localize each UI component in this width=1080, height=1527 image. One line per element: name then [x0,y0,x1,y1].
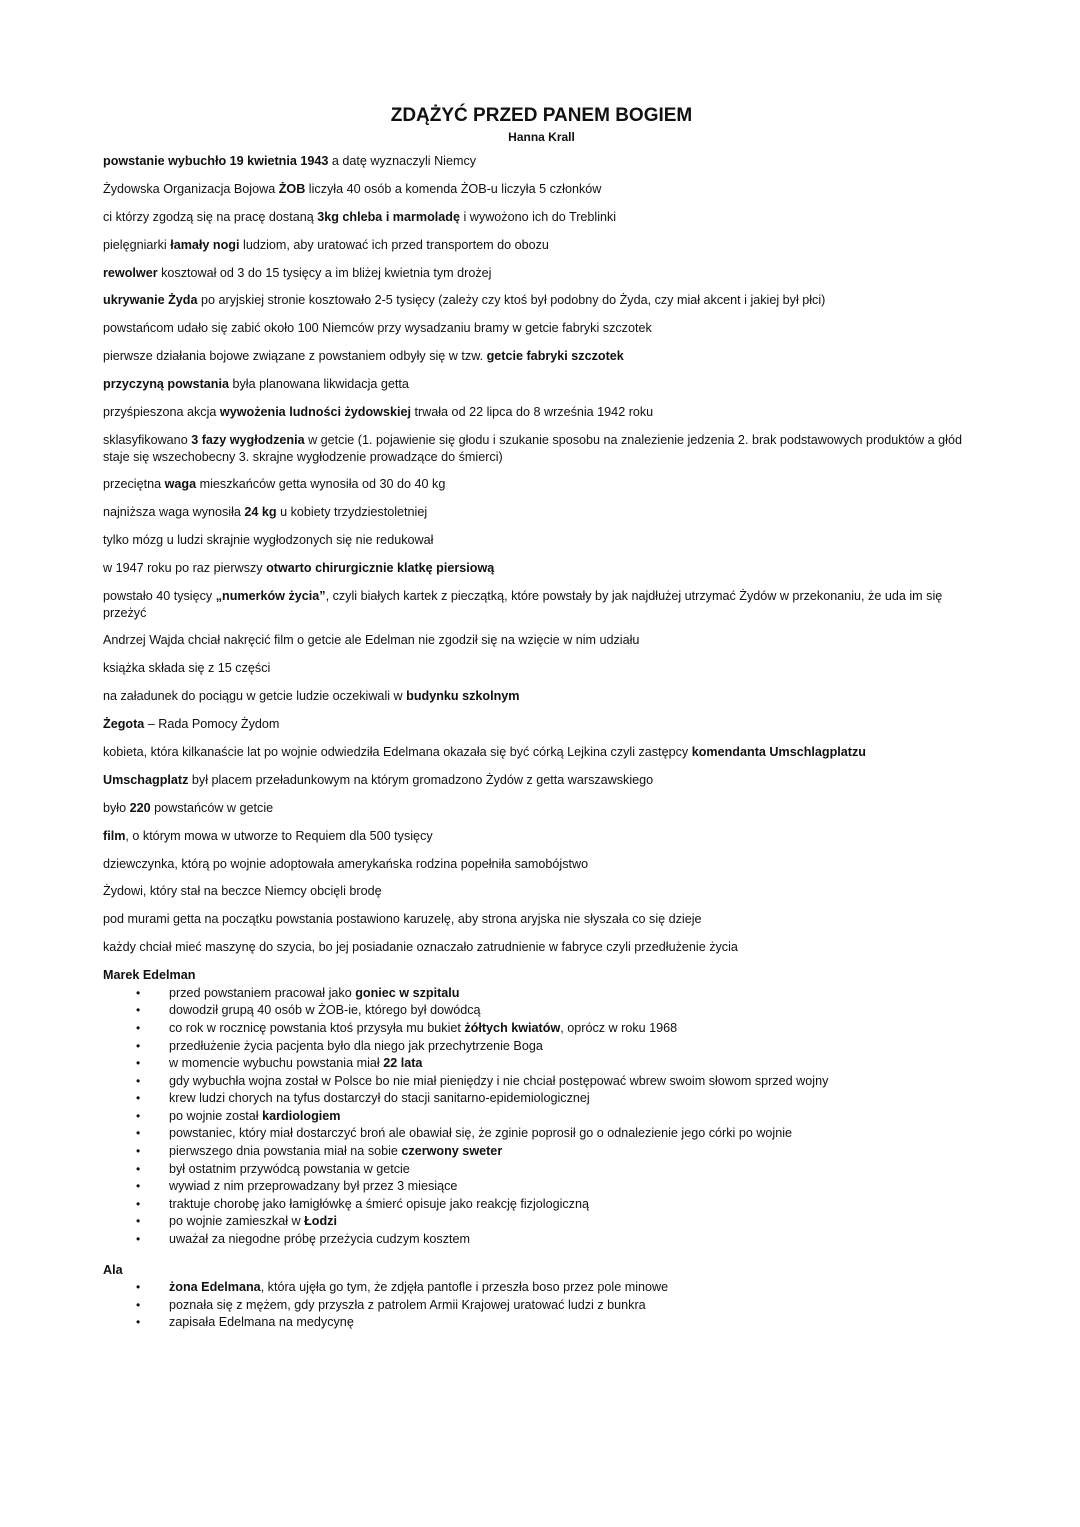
bold-text: ŻOB [278,181,306,196]
bullet-item [103,1002,980,1020]
fact-line [103,911,980,928]
fact-line [103,476,980,493]
bold-text: 3 fazy wygłodzenia [191,432,305,447]
text-run: gdy wybuchła wojna został w Polsce bo nie miał pieniędzy i nie chciał postępować wbrew swoim słowom sprzed wojny [169,1073,829,1088]
section [103,967,980,1249]
fact-line [103,348,980,365]
bullet-item [103,1038,980,1056]
bullet-item [103,1020,980,1038]
text-run: na załadunek do pociągu w getcie ludzie oczekiwali w [103,689,407,704]
sections-container [103,967,980,1332]
bold-text: budynku szkolnym [406,689,520,704]
bullet-item [103,1055,980,1073]
fact-line [103,432,980,465]
fact-line [103,560,980,577]
text-run: Andrzej Wajda chciał nakręcić film o getcie ale Edelman nie zgodził się na wzięcie w nim udziału [103,633,640,648]
bullet-item [103,1143,980,1161]
fact-line [103,320,980,337]
fact-line [103,828,980,845]
bullet-item [103,1178,980,1196]
bold-text: film [103,828,126,843]
bullet-item [103,1213,980,1231]
bold-text: Umschagplatz [103,772,189,787]
fact-line [103,237,980,254]
text-run: traktuje chorobę jako łamigłówkę a śmierć opisuje jako reakcję fizjologiczną [169,1196,589,1211]
bold-text: Łodzi [304,1214,337,1229]
text-run: po wojnie został [169,1108,263,1123]
text-run: pod murami getta na początku powstania postawiono karuzelę, aby strona aryjska nie słyszała co się dzieje [103,912,702,927]
text-run: , o którym mowa w utworze to Requiem dla 500 tysięcy [125,828,433,843]
fact-line [103,504,980,521]
section-title: Ala [103,1262,123,1277]
text-run: w momencie wybuchu powstania miał [169,1056,384,1071]
bullet-item [103,1090,980,1108]
fact-line [103,265,980,282]
text-run: przed powstaniem pracował jako [169,985,356,1000]
bold-text: „numerków życia” [215,588,326,603]
text-run: przyśpieszona akcja [103,405,220,420]
bullet-list [103,985,980,1249]
text-run: liczyła 40 osób a komenda ŻOB-u liczyła 5 członków [305,181,602,196]
bullet-list [103,1279,980,1332]
text-run: , która ujęła go tym, że zdjęła pantofle i przeszła boso przez pole minowe [260,1280,669,1295]
fact-line [103,532,980,549]
text-run: w getcie (1. pojawienie się głodu i szukanie sposobu na znalezienie jedzenia 2. brak podstawowych produktów a głód staje się wszechobecny 3. skrajne wygłodzenie prowadzące do śmierci) [103,432,962,464]
text-run: przeciętna [103,477,165,492]
text-run: był ostatnim przywódcą powstania w getcie [169,1161,410,1176]
text-run: po wojnie zamieszkał w [169,1214,305,1229]
text-run: , czyli białych kartek z pieczątką, które powstały by jak najdłużej utrzymać Żydów w przekonaniu, że uda im się przeżyć [103,588,943,620]
bullet-item [103,1161,980,1179]
section-title: Marek Edelman [103,968,196,983]
bold-text: getcie fabryki szczotek [486,349,624,364]
bold-text: przyczyną powstania [103,377,229,392]
text-run: pierwsze działania bojowe związane z powstaniem odbyły się w tzw. [103,349,487,364]
text-run: co rok w rocznicę powstania ktoś przysyła mu bukiet [169,1020,465,1035]
fact-line [103,153,980,170]
text-run: powstańcom udało się zabić około 100 Niemców przy wysadzaniu bramy w getcie fabryki szczotek [103,321,652,336]
document-author: Hanna Krall [508,130,575,144]
text-run: kobieta, która kilkanaście lat po wojnie odwiedziła Edelmana okazała się być córką Lejkina czyli zastępcy [103,745,692,759]
fact-line [103,856,980,873]
fact-line [103,800,980,817]
bold-text: Żegota [103,717,145,732]
bold-text: 220 [129,800,151,815]
text-run: mieszkańców getta wynosiła od 30 do 40 kg [196,477,446,492]
bullet-item [103,1279,980,1297]
text-run: dziewczynka, którą po wojnie adoptowała amerykańska rodzina popełniła samobójstwo [103,856,589,871]
bullet-item [103,985,980,1003]
fact-line [103,588,980,621]
text-run: sklasyfikowano [103,432,192,447]
facts-list [103,153,980,956]
section [103,1262,980,1332]
bullet-item [103,1297,980,1315]
bold-text: komendanta Umschlagplatzu [691,745,866,759]
bold-text: 22 lata [383,1056,423,1071]
fact-line [103,632,980,649]
fact-line [103,209,980,226]
text-run: po aryjskiej stronie kosztowało 2-5 tysięcy (zależy czy ktoś był podobny do Żyda, czy miał akcent i jakiej był płci) [197,293,826,308]
bold-text: kardiologiem [262,1108,341,1123]
fact-line [103,688,980,705]
bold-text: powstanie wybuchło 19 kwietnia 1943 [103,154,329,168]
text-run: kosztował od 3 do 15 tysięcy a im bliżej kwietnia tym drożej [157,265,492,280]
text-run: krew ludzi chorych na tyfus dostarczył do stacji sanitarno-epidemiologicznej [169,1091,590,1106]
text-run: było [103,800,130,815]
text-run: – Rada Pomocy Żydom [144,717,280,732]
fact-line [103,660,980,677]
text-run: powstaniec, który miał dostarczyć broń ale obawiał się, że zginie poprosił go o odnalezienie jego córki po wojnie [169,1126,793,1141]
text-run: Żydowi, który stał na beczce Niemcy obcięli brodę [103,884,382,899]
bold-text: 24 kg [244,505,277,520]
text-run: a datę wyznaczyli Niemcy [328,154,477,168]
text-run: dowodził grupą 40 osób w ŻOB-ie, którego był dowódcą [169,1003,481,1018]
bold-text: żona Edelmana [169,1280,261,1295]
bold-text: otwarto chirurgicznie klatkę piersiową [266,561,495,576]
text-run: książka składa się z 15 części [103,661,271,676]
bullet-item [103,1196,980,1214]
bold-text: rewolwer [103,265,158,280]
bullet-item [103,1073,980,1091]
bold-text: żółtych kwiatów [464,1020,561,1035]
text-run: i wywożono ich do Treblinki [460,209,617,224]
text-run: poznała się z mężem, gdy przyszła z patrolem Armii Krajowej uratować ludzi z bunkra [169,1297,646,1312]
fact-line [103,376,980,393]
text-run: uważał za niegodne próbę przeżycia cudzym kosztem [169,1232,471,1247]
text-run: pielęgniarki [103,237,171,252]
bullet-item [103,1314,980,1332]
text-run: była planowana likwidacja getta [228,377,409,392]
bold-text: goniec w szpitalu [355,985,460,1000]
text-run: przedłużenie życia pacjenta było dla niego jak przechytrzenie Boga [169,1038,543,1053]
text-run: tylko mózg u ludzi skrajnie wygłodzonych się nie redukował [103,533,434,548]
bold-text: wywożenia ludności żydowskiej [219,405,411,420]
bullet-item [103,1108,980,1126]
text-run: najniższa waga wynosiła [103,505,245,520]
bold-text: łamały nogi [170,237,240,252]
fact-line [103,181,980,198]
text-run: ludziom, aby uratować ich przed transportem do obozu [239,237,549,252]
text-run: był placem przeładunkowym na którym gromadzono Żydów z getta warszawskiego [188,772,654,787]
text-run: wywiad z nim przeprowadzany był przez 3 miesiące [169,1179,458,1194]
fact-line [103,404,980,421]
text-run: ci którzy zgodzą się na pracę dostaną [103,209,318,224]
text-run: zapisała Edelmana na medycynę [169,1315,354,1330]
fact-line [103,292,980,309]
text-run: powstało 40 tysięcy [103,588,216,603]
bullet-item [103,1125,980,1143]
bullet-item [103,1231,980,1249]
fact-line [103,716,980,733]
bold-text: czerwony sweter [401,1144,503,1159]
text-run: pierwszego dnia powstania miał na sobie [169,1144,402,1159]
text-run: trwała od 22 lipca do 8 września 1942 roku [410,405,654,420]
text-run: , oprócz w roku 1968 [560,1020,678,1035]
text-run: Żydowska Organizacja Bojowa [103,181,279,196]
fact-line [103,772,980,789]
bold-text: 3kg chleba i marmoladę [317,209,461,224]
fact-line [103,883,980,900]
fact-line [103,744,980,761]
bold-text: ukrywanie Żyda [103,293,198,308]
text-run: powstańców w getcie [150,800,274,815]
document-title: ZDĄŻYĆ PRZED PANEM BOGIEM [390,105,693,126]
bold-text: waga [164,477,197,492]
text-run: u kobiety trzydziestoletniej [276,505,428,520]
fact-line [103,939,980,956]
text-run: w 1947 roku po raz pierwszy [103,561,267,576]
text-run: każdy chciał mieć maszynę do szycia, bo jej posiadanie oznaczało zatrudnienie w fabryce czyli przedłużenie życia [103,940,738,955]
